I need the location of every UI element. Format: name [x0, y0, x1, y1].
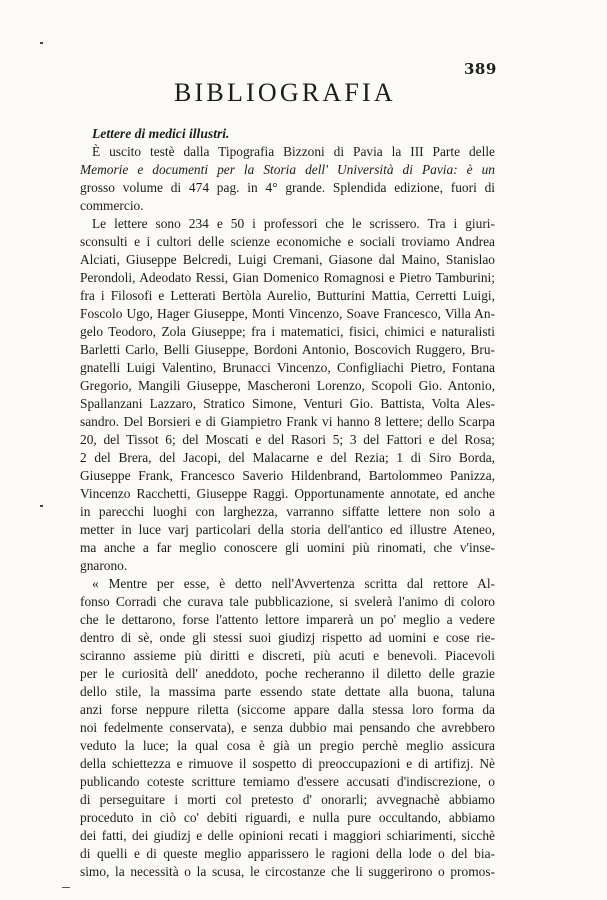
text-line: di perseguitare i morti col pretesto d' onorarli; avvegnachè abbiamo [80, 792, 495, 807]
text-line: « Mentre per esse, è detto nell'Avvertenza scritta dal rettore Al- [92, 576, 495, 591]
text-line: fra i Filosofi e Letterati Bertòla Aurelio, Butturini Mattia, Cerretti Luigi, [80, 288, 495, 303]
text-line: dentro di sè, onde gli stessi suoi giudizj rispetto ad uomini e cose rie- [80, 630, 495, 645]
text-line: della schiettezza e rimuove il sospetto di preoccupazioni e di artifizj. Nè [80, 756, 495, 771]
text-line: Giuseppe Frank, Francesco Saverio Hildenbrand, Bartolommeo Panizza, [80, 468, 495, 483]
text-line: Memorie e documenti per la Storia dell' Università di Pavia: è un [80, 162, 495, 177]
margin-mark [40, 42, 43, 44]
page-number: 389 [464, 60, 497, 78]
text-line: publicando coteste scritture temiamo d'essere accusati d'indiscrezione, o [80, 774, 495, 789]
text-line: 20, del Tissot 6; del Moscati e del Rasori 5; 3 del Fattori e del Rosa; [80, 432, 495, 447]
text-line: ma anche a far meglio conoscere gli uomini più rinomati, che v'inse- [80, 540, 495, 555]
text-line: Barletti Carlo, Belli Giuseppe, Bordoni Antonio, Boscovich Ruggero, Bru- [80, 342, 495, 357]
text-line: Gregorio, Mangili Giuseppe, Mascheroni Lorenzo, Scopoli Gio. Antonio, [80, 378, 495, 393]
margin-mark [62, 887, 70, 888]
text-line: Vincenzo Racchetti, Giuseppe Raggi. Opportunamente annotate, ed anche [80, 486, 495, 501]
text-line: commercio. [80, 198, 144, 213]
text-line: per le curiosità dell' aneddoto, poche recheranno il diletto delle grazie [80, 666, 495, 681]
text-line: veduto la luce; la qual cosa è già un pregio perchè meglio assicura [80, 738, 495, 753]
text-line: gnatelli Luigi Valentino, Brunacci Vincenzo, Configliachi Pietro, Fontana [80, 360, 495, 375]
text-line: dello stile, la massima parte essendo state dettate alla buona, taluna [80, 684, 495, 699]
text-line: sandro. Del Borsieri e di Giampietro Frank vi hanno 8 lettere; dello Scarpa [80, 414, 495, 429]
text-line: Spallanzani Lazzaro, Stratico Simone, Venturi Gio. Battista, Volta Ales- [80, 396, 495, 411]
text-line: Le lettere sono 234 e 50 i professori che le scrissero. Tra i giuri- [92, 216, 495, 231]
text-line: dei fatti, dei giudizj e delle opinioni recati i maggiori schiarimenti, sicchè [80, 828, 495, 843]
text-line: simo, la necessità o la scusa, le circostanze che li suggerirono o promos- [80, 864, 495, 879]
text-line: Foscolo Ugo, Hager Giuseppe, Monti Vincenzo, Soave Francesco, Villa An- [80, 306, 495, 321]
text-line: sciranno assieme più diritti e discreti, più acuti e benevoli. Piacevoli [80, 648, 495, 663]
text-line: fonso Corradi che curava tale pubblicazione, si svelerà l'animo di coloro [80, 594, 495, 609]
text-line: che le dettarono, forse l'attento lettore imparerà un po' meglio a vedere [80, 612, 495, 627]
page-title: BIBLIOGRAFIA [174, 78, 396, 107]
text-line: grosso volume di 474 pag. in 4° grande. Splendida edizione, fuori di [80, 180, 495, 195]
margin-mark [40, 505, 43, 507]
body-text [80, 125, 495, 881]
text-line: proceduto in ciò co' debiti riguardi, e nulla pure occultando, abbiamo [80, 810, 495, 825]
text-line: 2 del Brera, del Jacopi, del Malacarne e del Rezia; 1 di Siro Borda, [80, 450, 495, 465]
text-line: metter in luce varj particolari della storia dell'antico ed illustre Ateneo, [80, 522, 495, 537]
text-line: noi fedelmente conservata), e senza dubbio mai pensando che avrebbero [80, 720, 495, 735]
text-line: in parecchi luoghi con larghezza, varranno siffatte lettere non solo a [80, 504, 495, 519]
text-line: gnarono. [80, 558, 128, 573]
text-line: Perondoli, Adeodato Ressi, Gian Domenico Romagnosi e Pietro Tamburini; [80, 270, 495, 285]
text-line: anzi forse neppure riletta (siccome appare dalla stessa loro forma da [80, 702, 495, 717]
text-line: È uscito testè dalla Tipografia Bizzoni di Pavia la III Parte delle [92, 144, 495, 159]
text-line: gelo Teodoro, Zola Giuseppe; fra i matematici, fisici, chimici e naturalisti [80, 324, 495, 339]
text-line: Alciati, Giuseppe Belcredi, Luigi Cremani, Giasone dal Maino, Stanislao [80, 252, 495, 267]
text-line: di quelli e di queste meglio apparissero le ragioni della lode o del bia- [80, 846, 495, 861]
text-line: sconsulti e i cultori delle scienze economiche e sociali troviamo Andrea [80, 234, 495, 249]
section-heading: Lettere di medici illustri. [92, 126, 230, 141]
